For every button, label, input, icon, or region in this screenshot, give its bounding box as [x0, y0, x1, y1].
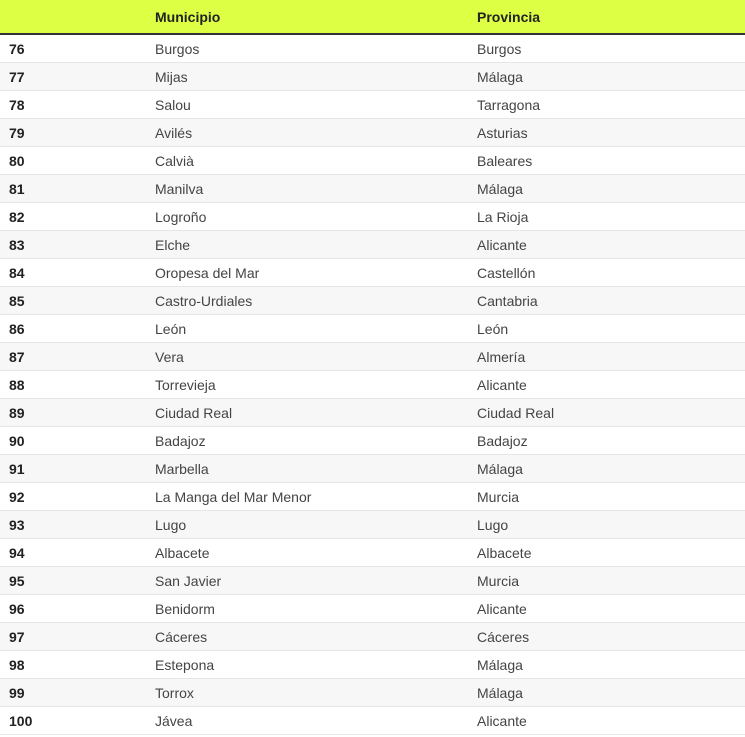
provincia-cell: Murcia — [469, 567, 745, 595]
municipio-cell: La Manga del Mar Menor — [147, 483, 469, 511]
municipio-cell: Torrox — [147, 679, 469, 707]
municipio-cell: Logroño — [147, 203, 469, 231]
rank-cell: 84 — [0, 259, 147, 287]
provincia-cell: La Rioja — [469, 203, 745, 231]
municipio-cell: Marbella — [147, 455, 469, 483]
table-row — [0, 623, 745, 651]
municipio-cell: Elche — [147, 231, 469, 259]
provincia-cell: Alicante — [469, 595, 745, 623]
municipio-cell: Castro-Urdiales — [147, 287, 469, 315]
table-row — [0, 259, 745, 287]
provincia-cell: Alicante — [469, 707, 745, 735]
municipio-cell: Benidorm — [147, 595, 469, 623]
table-row — [0, 511, 745, 539]
municipio-cell: Cáceres — [147, 623, 469, 651]
rank-cell: 99 — [0, 679, 147, 707]
rank-cell: 90 — [0, 427, 147, 455]
header-provincia: Provincia — [469, 0, 745, 34]
table-row — [0, 427, 745, 455]
table-row — [0, 371, 745, 399]
table-row — [0, 203, 745, 231]
table-row — [0, 455, 745, 483]
table-row — [0, 315, 745, 343]
municipio-cell: Badajoz — [147, 427, 469, 455]
provincia-cell: Castellón — [469, 259, 745, 287]
table-row — [0, 595, 745, 623]
municipio-cell: Calvià — [147, 147, 469, 175]
municipio-cell: Vera — [147, 343, 469, 371]
table-row — [0, 175, 745, 203]
municipio-cell: Torrevieja — [147, 371, 469, 399]
rank-cell: 87 — [0, 343, 147, 371]
municipio-cell: Jávea — [147, 707, 469, 735]
municipio-cell: Salou — [147, 91, 469, 119]
provincia-cell: Alicante — [469, 231, 745, 259]
table-header — [0, 0, 745, 34]
table-row — [0, 539, 745, 567]
provincia-cell: Cantabria — [469, 287, 745, 315]
provincia-cell: Badajoz — [469, 427, 745, 455]
provincia-cell: Málaga — [469, 63, 745, 91]
table-row — [0, 287, 745, 315]
rank-cell: 97 — [0, 623, 147, 651]
rank-cell: 100 — [0, 707, 147, 735]
rank-cell: 92 — [0, 483, 147, 511]
rank-cell: 76 — [0, 34, 147, 63]
provincia-cell: Cáceres — [469, 623, 745, 651]
rank-cell: 91 — [0, 455, 147, 483]
table-row — [0, 34, 745, 63]
table-row — [0, 651, 745, 679]
rank-cell: 95 — [0, 567, 147, 595]
rank-cell: 93 — [0, 511, 147, 539]
rank-cell: 81 — [0, 175, 147, 203]
municipio-cell: Manilva — [147, 175, 469, 203]
provincia-cell: Ciudad Real — [469, 399, 745, 427]
table-row — [0, 567, 745, 595]
provincia-cell: Málaga — [469, 651, 745, 679]
provincia-cell: Málaga — [469, 175, 745, 203]
provincia-cell: Alicante — [469, 371, 745, 399]
municipio-cell: Oropesa del Mar — [147, 259, 469, 287]
table-row — [0, 147, 745, 175]
rank-cell: 86 — [0, 315, 147, 343]
header-rank — [0, 0, 147, 34]
provincia-cell: Burgos — [469, 34, 745, 63]
provincia-cell: Almería — [469, 343, 745, 371]
header-municipio: Municipio — [147, 0, 469, 34]
municipio-cell: Mijas — [147, 63, 469, 91]
header-row — [0, 0, 745, 34]
rank-cell: 79 — [0, 119, 147, 147]
provincia-cell: Albacete — [469, 539, 745, 567]
table-row — [0, 91, 745, 119]
rank-cell: 89 — [0, 399, 147, 427]
rank-cell: 96 — [0, 595, 147, 623]
table-row — [0, 119, 745, 147]
rank-cell: 98 — [0, 651, 147, 679]
provincia-cell: Baleares — [469, 147, 745, 175]
provincia-cell: Asturias — [469, 119, 745, 147]
municipio-cell: León — [147, 315, 469, 343]
table-row — [0, 231, 745, 259]
table-row — [0, 707, 745, 735]
table-row — [0, 399, 745, 427]
rank-cell: 77 — [0, 63, 147, 91]
rank-cell: 80 — [0, 147, 147, 175]
municipio-cell: Avilés — [147, 119, 469, 147]
rank-cell: 94 — [0, 539, 147, 567]
table-row — [0, 63, 745, 91]
rank-cell: 88 — [0, 371, 147, 399]
provincia-cell: Málaga — [469, 679, 745, 707]
rank-cell: 82 — [0, 203, 147, 231]
provincia-cell: Tarragona — [469, 91, 745, 119]
provincia-cell: Lugo — [469, 511, 745, 539]
rank-cell: 83 — [0, 231, 147, 259]
table-row — [0, 343, 745, 371]
provincia-cell: Málaga — [469, 455, 745, 483]
rank-cell: 78 — [0, 91, 147, 119]
table-row — [0, 483, 745, 511]
provincia-cell: León — [469, 315, 745, 343]
municipio-cell: Estepona — [147, 651, 469, 679]
table-body — [0, 34, 745, 735]
municipio-cell: Ciudad Real — [147, 399, 469, 427]
table-row — [0, 679, 745, 707]
rank-cell: 85 — [0, 287, 147, 315]
municipio-cell: Albacete — [147, 539, 469, 567]
municipio-cell: Burgos — [147, 34, 469, 63]
provincia-cell: Murcia — [469, 483, 745, 511]
municipio-cell: San Javier — [147, 567, 469, 595]
municipio-cell: Lugo — [147, 511, 469, 539]
